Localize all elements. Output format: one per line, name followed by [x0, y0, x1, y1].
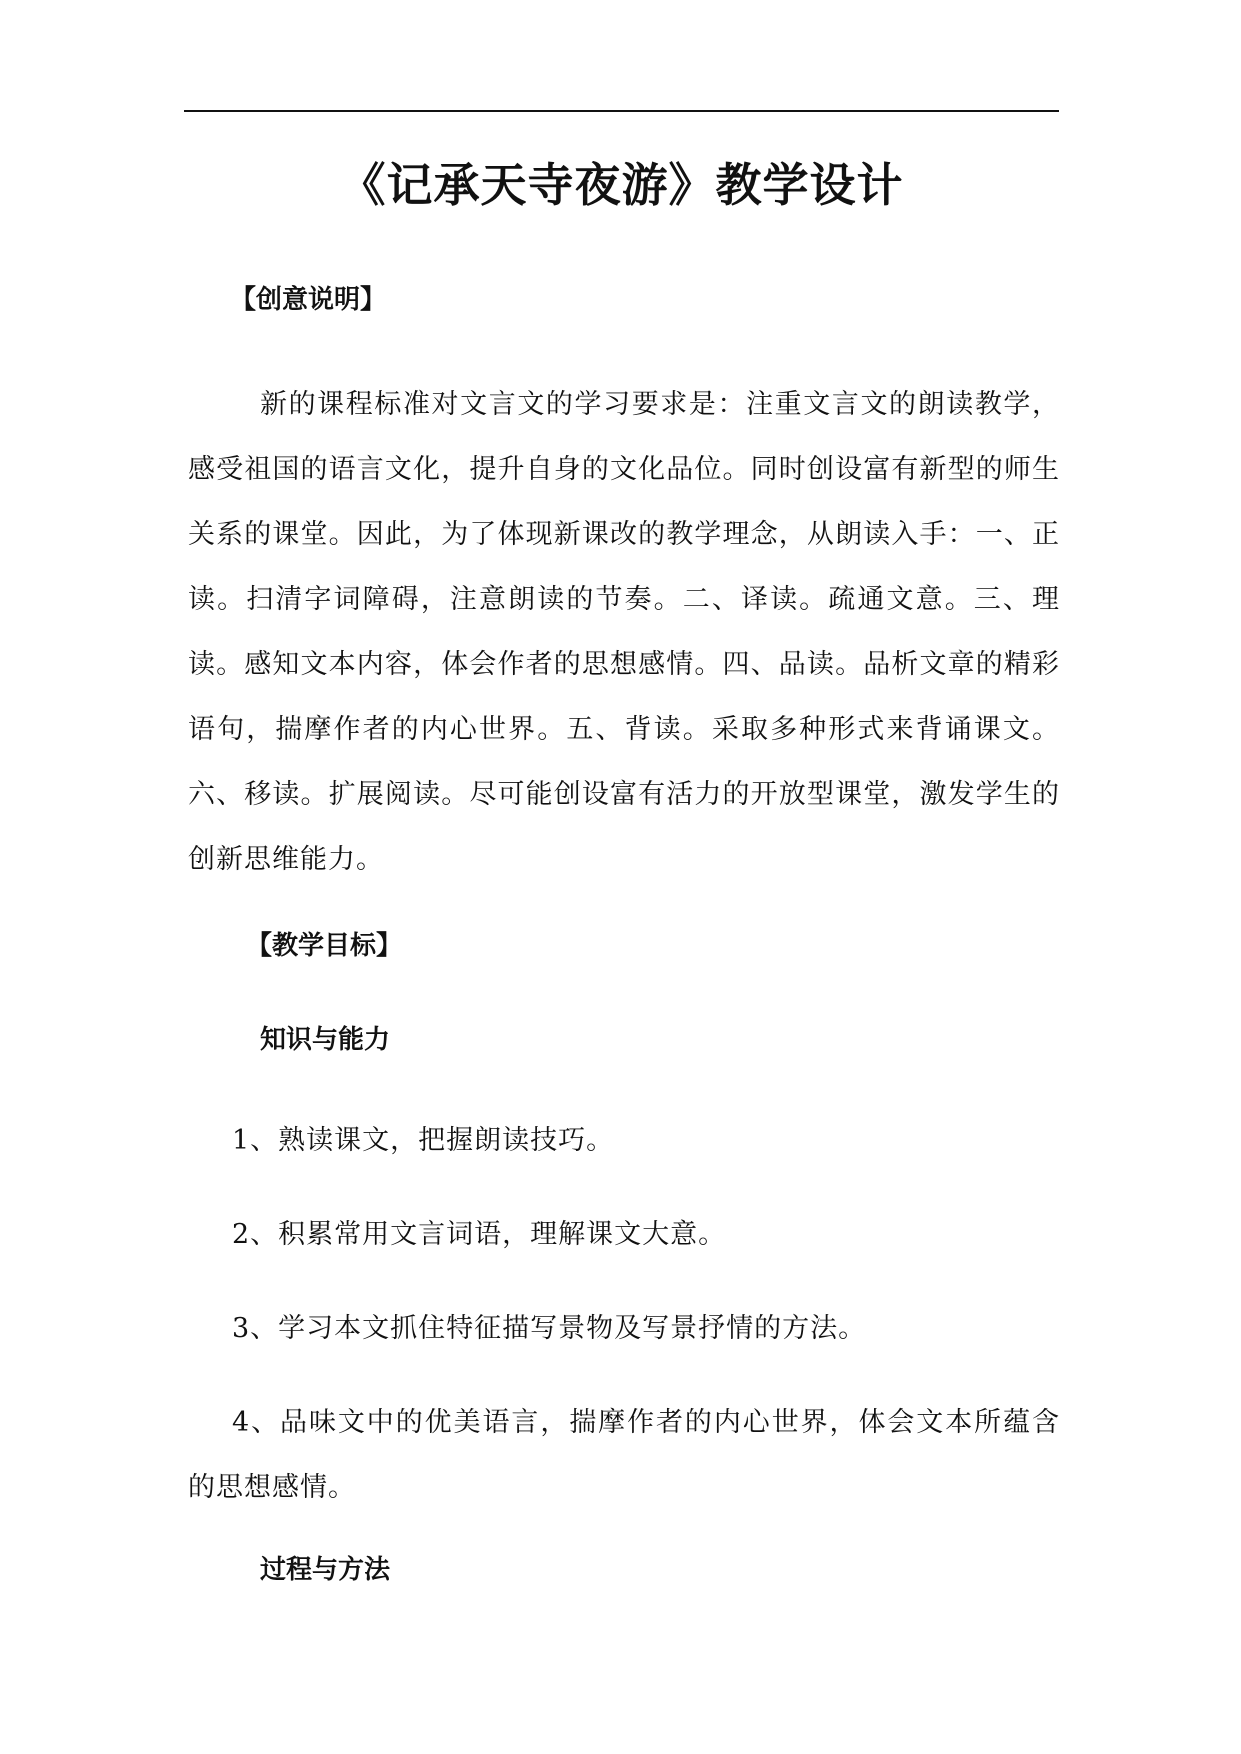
process-subheading: 过程与方法: [260, 1555, 391, 1585]
knowledge-subheading: 知识与能力: [260, 1025, 391, 1055]
header-rule: [184, 110, 1059, 112]
goals-heading: 【教学目标】: [246, 931, 403, 961]
goal-item-1: 1、熟读课文，把握朗读技巧。: [232, 1125, 615, 1156]
goal-item-4: 4、品味文中的优美语言，揣摩作者的内心世界，体会文本所蕴含的思想感情。: [188, 1407, 1060, 1503]
creative-paragraph: 新的课程标准对文言文的学习要求是：注重文言文的朗读教学，感受祖国的语言文化，提升自身的文化品位。同时创设富有新型的师生关系的课堂。因此，为了体现新课改的教学理念，从朗读入手：一、正读。扫清字词障碍，注意朗读的节奏。二、译读。疏通文意。三、理读。感知文本内容，体会作者的思想感情。四、品读。品析文章的精彩语句，揣摩作者的内心世界。五、背读。采取多种形式来背诵课文。六、移读。扩展阅读。尽可能创设富有活力的开放型课堂，激发学生的创新思维能力。: [188, 389, 1060, 875]
creative-heading: 【创意说明】: [230, 285, 387, 315]
goal-item-2: 2、积累常用文言词语，理解课文大意。: [232, 1219, 727, 1250]
goal-item-3: 3、学习本文抓住特征描写景物及写景抒情的方法。: [232, 1313, 867, 1344]
document-title: 《记承天寺夜游》教学设计: [339, 158, 904, 212]
